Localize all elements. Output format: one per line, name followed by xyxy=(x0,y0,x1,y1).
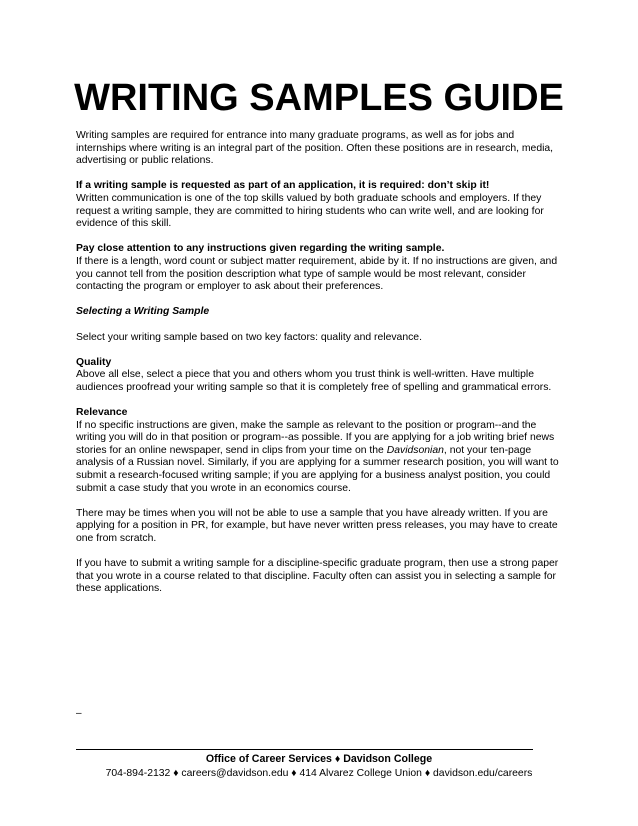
relevance-body-part2: , not your ten-page analysis of a Russian novel. Similarly, if you are applying for a summer research position, you will want to submit a research-focused writing sample; if you are applying for a business analyst position, you could submit a case study that you wrote in an economics course. xyxy=(76,444,559,494)
selecting-intro: Select your writing sample based on two key factors: quality and relevance. xyxy=(76,331,422,343)
footer-contact: 704-894-2132 ♦ careers@davidson.edu ♦ 414 Alvarez College Union ♦ davidson.edu/careers xyxy=(105,768,533,779)
instructions-heading: Pay close attention to any instructions given regarding the writing sample. xyxy=(76,243,445,255)
relevance-section xyxy=(76,407,566,495)
footer-office: Office of Career Services ♦ Davidson College xyxy=(205,753,433,765)
quality-heading: Quality xyxy=(76,356,112,368)
intro-paragraph: Writing samples are required for entrance into many graduate programs, as well as for jobs and internships where writing is an integral part of the position. Often these positions are in research, media, advertising or public relations. xyxy=(76,130,554,167)
required-section xyxy=(76,180,566,230)
discipline-paragraph: If you have to submit a writing sample for a discipline-specific graduate program, then use a strong paper that you wrote in a course related to that discipline. Faculty often can assist you in selecting a sample for these applications. xyxy=(76,558,559,595)
required-heading: If a writing sample is requested as part of an application, it is required: don’t skip it! xyxy=(76,180,490,192)
instructions-body: If there is a length, word count or subject matter requirement, abide by it. If no instructions are given, and you cannot tell from the position description what type of sample would be most relevant, consider contacting the program or employer to ask about their preferences. xyxy=(76,255,558,293)
selecting-heading: Selecting a Writing Sample xyxy=(76,306,210,318)
quality-section xyxy=(76,357,566,395)
quality-body: Above all else, select a piece that you and others whom you trust think is well-written. Have multiple audiences proofread your writing sample so that it is completely free of spelling and grammatical errors. xyxy=(76,369,552,393)
page-title: WRITING SAMPLES GUIDE xyxy=(74,77,564,119)
document-body xyxy=(76,130,566,609)
new-sample-paragraph: There may be times when you will not be able to use a sample that you have already written. If you are applying for a position in PR, for example, but have never written press releases, you may have to create one from scratch. xyxy=(76,507,558,544)
relevance-body-part1: If no specific instructions are given, make the sample as relevant to the position or program--and the writing you will do in that position or program--as possible. If you are applying for a job writing brief news stories for an online newspaper, send in clips from your time on the xyxy=(76,419,555,456)
stray-mark: – xyxy=(76,708,82,719)
publication-name: Davidsonian xyxy=(386,444,444,456)
footer-divider xyxy=(76,749,533,750)
instructions-section xyxy=(76,243,566,293)
required-body: Written communication is one of the top skills valued by both graduate schools and employers. If they request a writing sample, they are committed to hiring students who can write well, and are looking for evidence of this skill. xyxy=(76,192,544,230)
relevance-heading: Relevance xyxy=(76,407,128,419)
